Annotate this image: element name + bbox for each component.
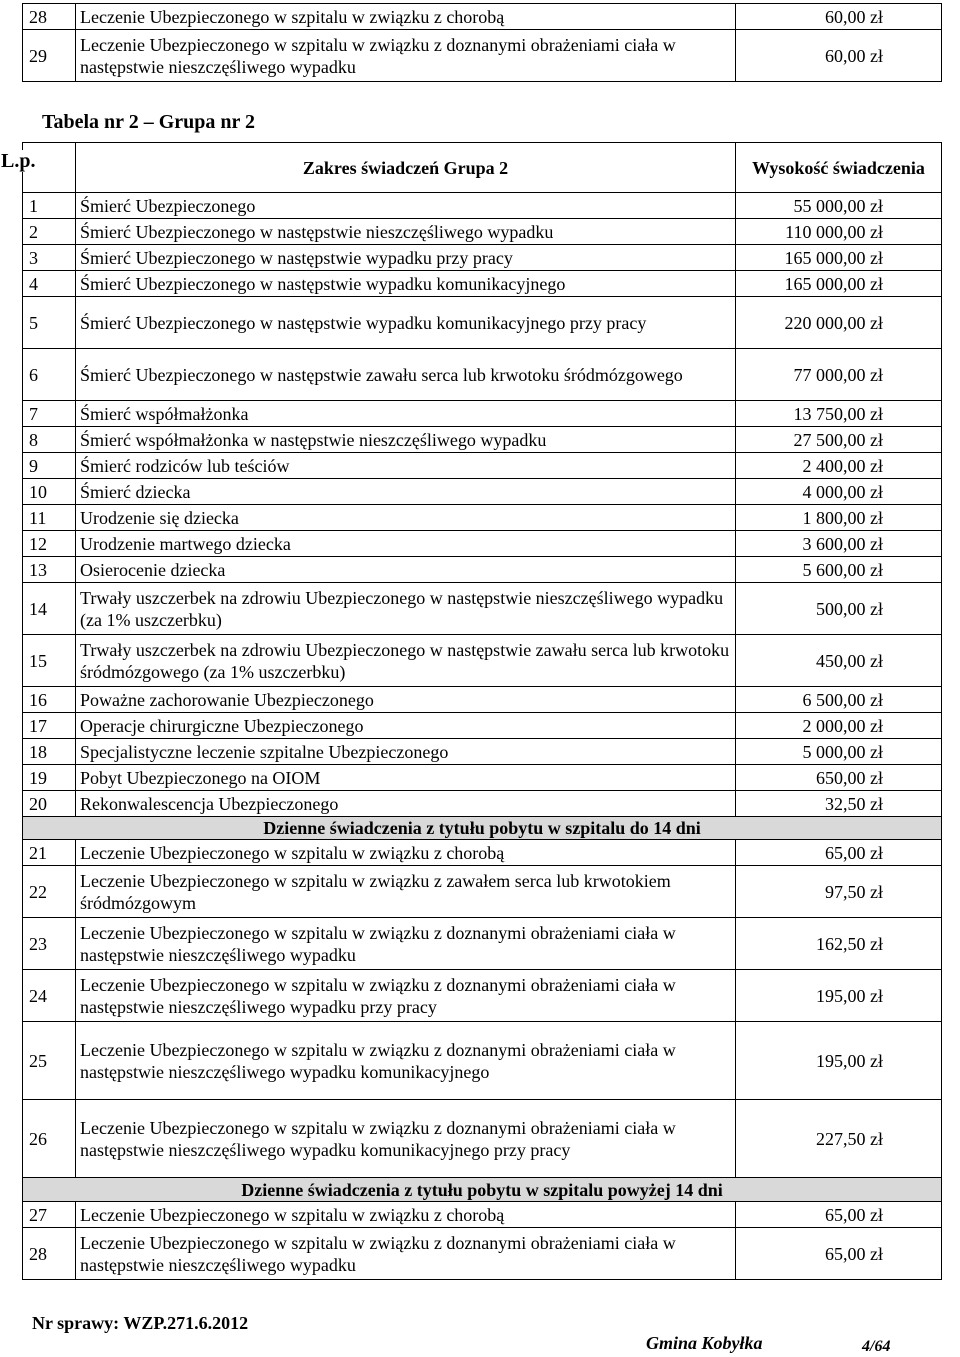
page-number: 4/64 — [862, 1338, 891, 1355]
table-row — [23, 1100, 942, 1178]
table-row — [23, 219, 942, 245]
row-description: Śmierć Ubezpieczonego w następstwie zawału serca lub krwotoku śródmózgowego — [76, 349, 736, 401]
row-amount: 13 750,00 zł — [736, 401, 942, 427]
header-amount: Wysokość świadczenia — [736, 143, 942, 193]
row-description: Leczenie Ubezpieczonego w szpitalu w związku z doznanymi obrażeniami ciała w następstwie nieszczęśliwego wypadku przy pracy — [76, 970, 736, 1022]
row-number: 27 — [23, 1202, 76, 1228]
row-amount: 195,00 zł — [736, 1022, 942, 1100]
row-description: Leczenie Ubezpieczonego w szpitalu w związku z chorobą — [76, 840, 736, 866]
row-amount: 3 600,00 zł — [736, 531, 942, 557]
row-number: 22 — [23, 866, 76, 918]
row-amount: 65,00 zł — [736, 840, 942, 866]
row-number: 4 — [23, 271, 76, 297]
row-number: 1 — [23, 193, 76, 219]
row-amount: 77 000,00 zł — [736, 349, 942, 401]
row-description: Leczenie Ubezpieczonego w szpitalu w związku z zawałem serca lub krwotokiem śródmózgowym — [76, 866, 736, 918]
table-row — [23, 687, 942, 713]
row-number: 7 — [23, 401, 76, 427]
row-amount: 4 000,00 zł — [736, 479, 942, 505]
row-amount: 32,50 zł — [736, 791, 942, 817]
table-row — [23, 1022, 942, 1100]
row-amount: 65,00 zł — [736, 1228, 942, 1280]
row-amount: 2 000,00 zł — [736, 713, 942, 739]
rows-group-a — [23, 193, 942, 817]
row-number: 23 — [23, 918, 76, 970]
row-number: 8 — [23, 427, 76, 453]
row-amount: 220 000,00 zł — [736, 297, 942, 349]
row-description: Specjalistyczne leczenie szpitalne Ubezpieczonego — [76, 739, 736, 765]
row-number: 16 — [23, 687, 76, 713]
table-row — [23, 840, 942, 866]
table-row — [23, 918, 942, 970]
row-number: 25 — [23, 1022, 76, 1100]
table-row — [23, 1228, 942, 1280]
section-row — [23, 817, 942, 840]
row-number: 3 — [23, 245, 76, 271]
row-description: Leczenie Ubezpieczonego w szpitalu w związku z chorobą — [76, 1202, 736, 1228]
row-description: Urodzenie się dziecka — [76, 505, 736, 531]
row-number: 24 — [23, 970, 76, 1022]
row-number: 13 — [23, 557, 76, 583]
table-row — [23, 271, 942, 297]
section-row — [23, 1178, 942, 1202]
row-description: Leczenie Ubezpieczonego w szpitalu w związku z doznanymi obrażeniami ciała w następstwie nieszczęśliwego wypadku — [76, 918, 736, 970]
header-lp — [1, 143, 76, 193]
row-description: Śmierć rodziców lub teściów — [76, 453, 736, 479]
table-row — [23, 866, 942, 918]
table-row — [23, 713, 942, 739]
table-row — [23, 970, 942, 1022]
row-amount: 5 600,00 zł — [736, 557, 942, 583]
table-row — [23, 791, 942, 817]
header-scope: Zakres świadczeń Grupa 2 — [76, 143, 736, 193]
row-number: 2 — [23, 219, 76, 245]
table-row — [23, 297, 942, 349]
table-row — [23, 245, 942, 271]
row-description: Leczenie Ubezpieczonego w szpitalu w związku z chorobą — [76, 4, 736, 30]
row-number: 12 — [23, 531, 76, 557]
row-description: Rekonwalescencja Ubezpieczonego — [76, 791, 736, 817]
table-row — [23, 1202, 942, 1228]
table-row — [23, 739, 942, 765]
row-amount: 2 400,00 zł — [736, 453, 942, 479]
row-description: Śmierć Ubezpieczonego w następstwie wypadku przy pracy — [76, 245, 736, 271]
row-amount: 165 000,00 zł — [736, 271, 942, 297]
section-header-over-14-days: Dzienne świadczenia z tytułu pobytu w szpitalu powyżej 14 dni — [23, 1178, 942, 1202]
row-description: Urodzenie martwego dziecka — [76, 531, 736, 557]
row-description: Trwały uszczerbek na zdrowiu Ubezpieczonego w następstwie zawału serca lub krwotoku śródmózgowego (za 1% uszczerbku) — [76, 635, 736, 687]
row-amount: 97,50 zł — [736, 866, 942, 918]
table-row — [23, 531, 942, 557]
row-amount: 650,00 zł — [736, 765, 942, 791]
row-number: 29 — [23, 30, 76, 82]
row-description: Operacje chirurgiczne Ubezpieczonego — [76, 713, 736, 739]
row-amount: 195,00 zł — [736, 970, 942, 1022]
row-description: Śmierć współmałżonka — [76, 401, 736, 427]
continuation-table — [22, 3, 942, 82]
row-description: Śmierć Ubezpieczonego w następstwie wypadku komunikacyjnego przy pracy — [76, 297, 736, 349]
row-amount: 27 500,00 zł — [736, 427, 942, 453]
row-amount: 1 800,00 zł — [736, 505, 942, 531]
row-number: 28 — [23, 4, 76, 30]
row-description: Śmierć Ubezpieczonego — [76, 193, 736, 219]
row-amount: 6 500,00 zł — [736, 687, 942, 713]
row-description: Śmierć Ubezpieczonego w następstwie wypadku komunikacyjnego — [76, 271, 736, 297]
row-number: 14 — [23, 583, 76, 635]
row-number: 17 — [23, 713, 76, 739]
row-description: Poważne zachorowanie Ubezpieczonego — [76, 687, 736, 713]
table-caption: Tabela nr 2 – Grupa nr 2 — [42, 111, 256, 133]
row-amount: 450,00 zł — [736, 635, 942, 687]
row-description: Trwały uszczerbek na zdrowiu Ubezpieczonego w następstwie nieszczęśliwego wypadku (za 1% uszczerbku) — [76, 583, 736, 635]
row-description: Leczenie Ubezpieczonego w szpitalu w związku z doznanymi obrażeniami ciała w następstwie nieszczęśliwego wypadku komunikacyjnego — [76, 1022, 736, 1100]
row-number: 26 — [23, 1100, 76, 1178]
row-number: 19 — [23, 765, 76, 791]
row-description: Pobyt Ubezpieczonego na OIOM — [76, 765, 736, 791]
table-row — [23, 349, 942, 401]
row-description: Leczenie Ubezpieczonego w szpitalu w związku z doznanymi obrażeniami ciała w następstwie nieszczęśliwego wypadku komunikacyjnego przy pracy — [76, 1100, 736, 1178]
row-amount: 162,50 zł — [736, 918, 942, 970]
row-amount: 165 000,00 zł — [736, 245, 942, 271]
row-number: 11 — [23, 505, 76, 531]
row-number: 15 — [23, 635, 76, 687]
header-lp-label: L.p. — [1, 150, 36, 172]
row-number: 18 — [23, 739, 76, 765]
table-row — [23, 453, 942, 479]
row-amount: 60,00 zł — [736, 30, 942, 82]
row-description: Śmierć dziecka — [76, 479, 736, 505]
organization-name: Gmina Kobyłka — [646, 1333, 763, 1353]
row-amount: 65,00 zł — [736, 1202, 942, 1228]
benefits-table-group-2 — [1, 142, 942, 1280]
row-description: Osierocenie dziecka — [76, 557, 736, 583]
table-row — [23, 4, 942, 30]
row-amount: 5 000,00 zł — [736, 739, 942, 765]
row-number: 9 — [23, 453, 76, 479]
row-amount: 110 000,00 zł — [736, 219, 942, 245]
case-number: Nr sprawy: WZP.271.6.2012 — [32, 1313, 249, 1333]
row-number: 28 — [23, 1228, 76, 1280]
row-description: Leczenie Ubezpieczonego w szpitalu w związku z doznanymi obrażeniami ciała w następstwie nieszczęśliwego wypadku — [76, 30, 736, 82]
table-row — [23, 30, 942, 82]
table-row — [23, 427, 942, 453]
table-row — [23, 479, 942, 505]
row-description: Leczenie Ubezpieczonego w szpitalu w związku z doznanymi obrażeniami ciała w następstwie nieszczęśliwego wypadku — [76, 1228, 736, 1280]
table-row — [23, 557, 942, 583]
row-number: 10 — [23, 479, 76, 505]
row-amount: 500,00 zł — [736, 583, 942, 635]
row-number: 6 — [23, 349, 76, 401]
rows-group-b — [23, 840, 942, 1178]
table-row — [23, 635, 942, 687]
table-row — [23, 765, 942, 791]
table-row — [23, 401, 942, 427]
row-number: 21 — [23, 840, 76, 866]
section-header-up-to-14-days: Dzienne świadczenia z tytułu pobytu w szpitalu do 14 dni — [23, 817, 942, 840]
row-number: 5 — [23, 297, 76, 349]
row-amount: 55 000,00 zł — [736, 193, 942, 219]
rows-group-c — [23, 1202, 942, 1280]
table-header-row — [23, 143, 942, 193]
row-amount: 60,00 zł — [736, 4, 942, 30]
row-number: 20 — [23, 791, 76, 817]
row-amount: 227,50 zł — [736, 1100, 942, 1178]
table-row — [23, 193, 942, 219]
table-row — [23, 583, 942, 635]
row-description: Śmierć Ubezpieczonego w następstwie nieszczęśliwego wypadku — [76, 219, 736, 245]
table-row — [23, 505, 942, 531]
row-description: Śmierć współmałżonka w następstwie nieszczęśliwego wypadku — [76, 427, 736, 453]
